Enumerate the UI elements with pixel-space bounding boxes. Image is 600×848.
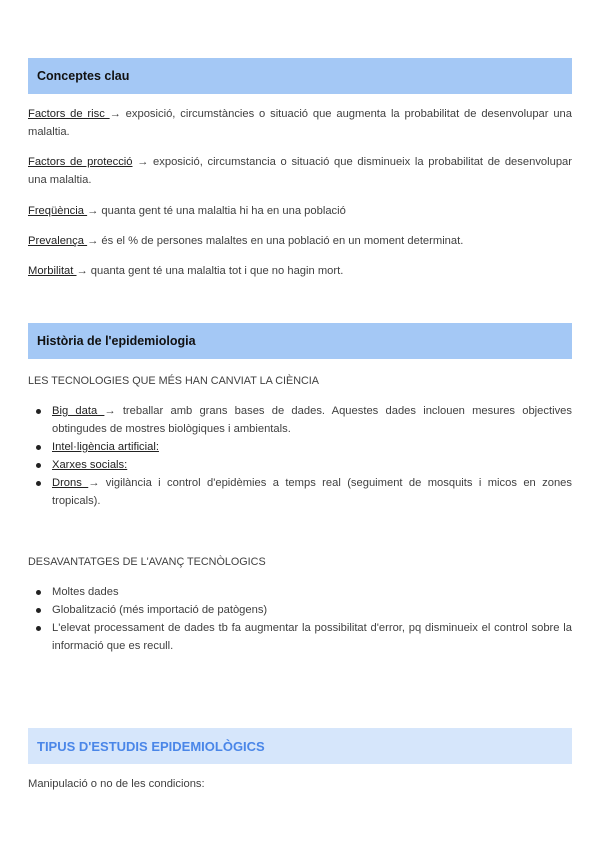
arrow-icon: → bbox=[87, 235, 99, 247]
section-title: Conceptes clau bbox=[37, 69, 130, 83]
subheading-disadvantages: DESAVANTATGES DE L'AVANÇ TECNÒLOGICS bbox=[28, 556, 266, 568]
term: Freqüència bbox=[28, 205, 88, 217]
bullet-icon bbox=[36, 590, 41, 595]
subheading-technologies: LES TECNOLOGIES QUE MÉS HAN CANVIAT LA CIÈNCIA bbox=[28, 375, 319, 387]
section-header-history bbox=[28, 323, 572, 359]
paragraph-manipulation: Manipulació o no de les condicions: bbox=[28, 778, 205, 790]
definition-protection-factors bbox=[28, 153, 572, 189]
arrow-icon: → bbox=[109, 108, 121, 120]
item-text: Globalització (més importació de patògens) bbox=[52, 604, 268, 616]
item-text: L'elevat processament de dades tb fa augmentar la possibilitat d'error, pq disminueix el control sobre la informació que es recull. bbox=[52, 622, 572, 652]
list-item bbox=[28, 402, 572, 438]
technologies-list bbox=[28, 402, 572, 510]
list-item bbox=[28, 619, 572, 655]
list-item bbox=[28, 456, 572, 474]
bullet-icon bbox=[36, 608, 41, 613]
arrow-icon: → bbox=[76, 265, 88, 277]
item-text: Moltes dades bbox=[52, 586, 119, 598]
arrow-icon: → bbox=[104, 405, 116, 417]
section-title: Història de l'epidemiologia bbox=[37, 334, 196, 348]
bullet-icon bbox=[36, 463, 41, 468]
definition-text: quanta gent té una malaltia hi ha en una població bbox=[98, 205, 346, 217]
item-text: vigilància i control d'epidèmies a temps real (seguiment de mosquits i micos en zones tropicals). bbox=[52, 477, 572, 507]
bullet-icon bbox=[36, 445, 41, 450]
term: Factors de protecció bbox=[28, 156, 133, 168]
item-text: treballar amb grans bases de dades. Aquestes dades inclouen mesures objectives obtingudes de mostres biològiques i ambientals. bbox=[52, 405, 572, 435]
section-title: TIPUS D'ESTUDIS EPIDEMIOLÒGICS bbox=[37, 738, 265, 754]
section-header-key-concepts bbox=[28, 58, 572, 94]
term: Prevalença bbox=[28, 235, 88, 247]
definition-text: exposició, circumstàncies o situació que augmenta la probabilitat de desenvolupar una malaltia. bbox=[28, 108, 572, 138]
bullet-icon bbox=[36, 626, 41, 631]
arrow-icon: → bbox=[132, 156, 149, 168]
definition-text: exposició, circumstancia o situació que disminueix la probabilitat de desenvolupar una malaltia. bbox=[28, 156, 573, 186]
list-item bbox=[28, 474, 572, 510]
section-header-study-types bbox=[28, 728, 572, 764]
term: Big data bbox=[52, 405, 105, 417]
definition-risk-factors bbox=[28, 105, 572, 141]
term: Morbilitat bbox=[28, 265, 77, 277]
term: Intel·ligència artificial: bbox=[52, 441, 159, 453]
bullet-icon bbox=[36, 409, 41, 414]
list-item bbox=[28, 601, 572, 619]
list-item bbox=[28, 438, 572, 456]
definition-frequency bbox=[28, 202, 572, 220]
term: Drons bbox=[52, 477, 89, 489]
arrow-icon: → bbox=[87, 205, 99, 217]
list-item bbox=[28, 583, 572, 601]
term: Factors de risc bbox=[28, 108, 110, 120]
arrow-icon: → bbox=[88, 477, 100, 489]
disadvantages-list bbox=[28, 583, 572, 655]
definition-text: quanta gent té una malaltia tot i que no hagin mort. bbox=[87, 265, 344, 277]
bullet-icon bbox=[36, 481, 41, 486]
definition-morbidity bbox=[28, 262, 572, 280]
definition-text: és el % de persones malaltes en una població en un moment determinat. bbox=[98, 235, 464, 247]
term: Xarxes socials: bbox=[52, 459, 128, 471]
definition-prevalence bbox=[28, 232, 572, 250]
